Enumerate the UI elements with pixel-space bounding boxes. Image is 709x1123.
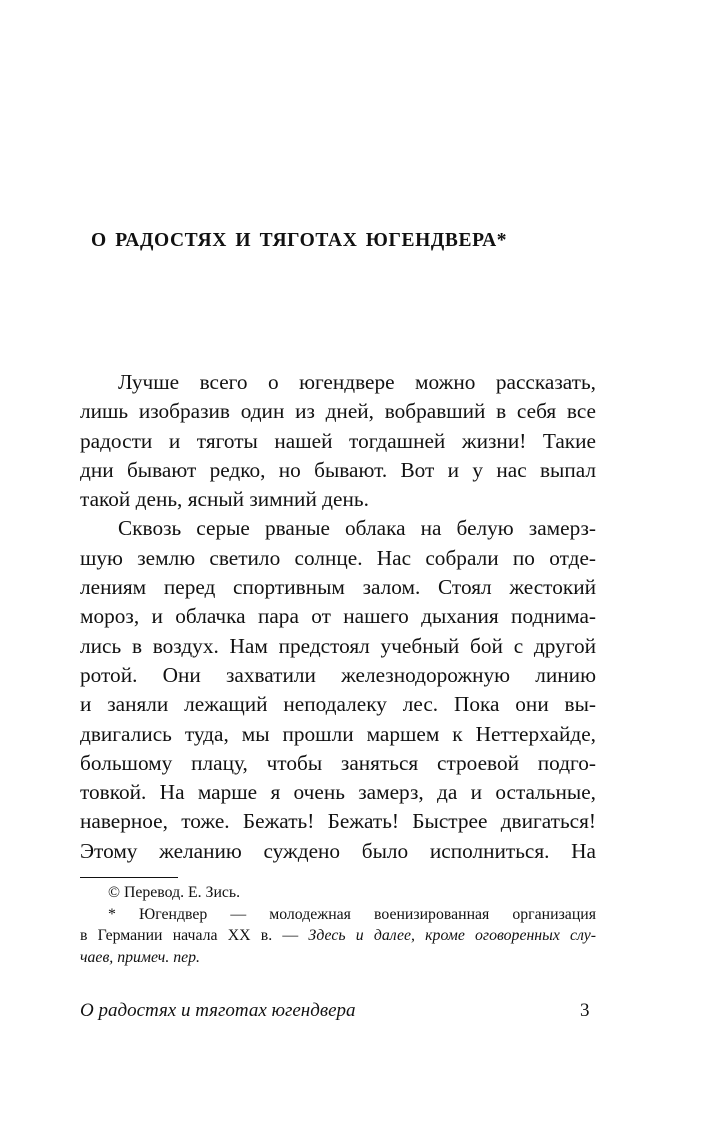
chapter-title: О РАДОСТЯХ И ТЯГОТАХ ЮГЕНДВЕРА* [91, 230, 508, 251]
text-line: наверное, тоже. Бежать! Бежать! Быстрее двигаться! [80, 809, 596, 834]
text-line: большому плацу, чтобы заняться строевой подго- [80, 750, 596, 775]
page-number: 3 [580, 1000, 590, 1021]
footnote-divider [80, 877, 178, 878]
footnotes [80, 882, 596, 968]
text-line: радости и тяготы нашей тогдашней жизни! Такие [80, 428, 596, 453]
running-footer-title: О радостях и тяготах югендвера [80, 1000, 356, 1021]
text-line: и заняли лежащий неподалеку лес. Пока они вы- [80, 692, 596, 717]
text-line: лениям перед спортивным залом. Стоял жестокий [80, 575, 596, 600]
text-line: двигались туда, мы прошли маршем к Неттерхайде, [80, 721, 596, 746]
text-line: лишь изобразив один из дней, вобравший в себя все [80, 399, 596, 424]
text-line: товкой. На марше я очень замерз, да и остальные, [80, 780, 596, 805]
text-line: мороз, и облачка пара от нашего дыхания поднима- [80, 604, 596, 629]
text-line: лись в воздух. Нам предстоял учебный бой с другой [80, 633, 596, 658]
text-line: Этому желанию суждено было исполниться. На [80, 838, 596, 863]
text-line: ротой. Они захватили железнодорожную линию [80, 662, 596, 687]
footnote-line: чаев, примеч. пер. [80, 948, 200, 966]
copyright-note: © Перевод. Е. Зись. [108, 884, 241, 901]
footnote-text: в Германии начала XX в. — [80, 927, 309, 944]
text-line: Лучше всего о югендвере можно рассказать, [118, 370, 596, 394]
text-line: шую землю светило солнце. Нас собрали по отде- [80, 545, 596, 570]
footnote-line [80, 925, 596, 947]
footnote-italic: Здесь и далее, кроме оговоренных слу- [308, 927, 596, 944]
text-line: такой день, ясный зимний день. [80, 487, 369, 512]
text-line: Сквозь серые рваные облака на белую замерз- [118, 516, 596, 541]
text-line: дни бывают редко, но бывают. Вот и у нас выпал [80, 457, 596, 482]
footnote-line: * Югендвер — молодежная военизированная организация [108, 905, 596, 923]
body-text [80, 368, 596, 866]
